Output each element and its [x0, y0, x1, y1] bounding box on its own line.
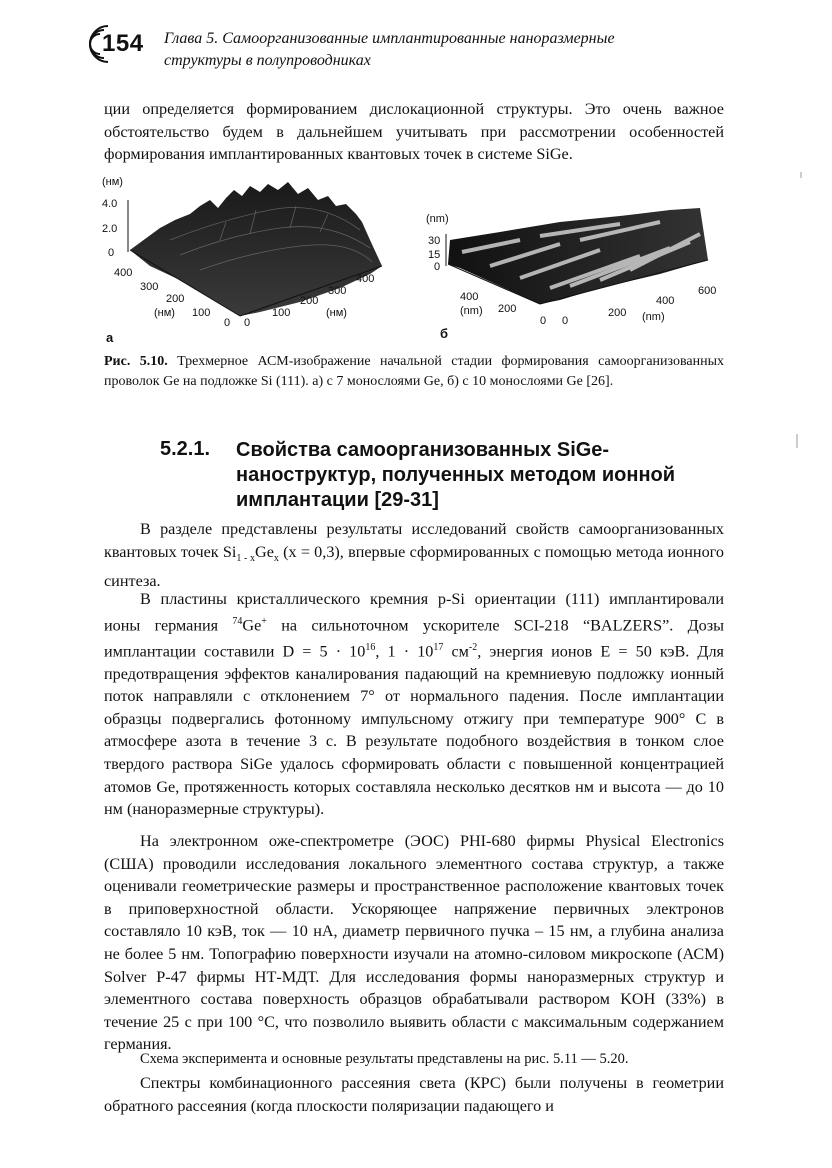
panel-a-right-tick: 0: [244, 317, 251, 329]
panel-b-right-unit: (nm): [642, 311, 665, 323]
panel-a-right-tick: 100: [272, 307, 291, 319]
panel-a-z-unit: (нм): [102, 176, 123, 188]
p2-text-a: В пластины кристаллического кремния p-Si ориентации (111) имплантировали ионы германия: [104, 590, 724, 634]
panel-a-z-tick: 2.0: [102, 223, 118, 235]
paragraph-2: [104, 588, 724, 821]
chapter-title-line2: структуры в полупроводниках: [164, 52, 371, 69]
paragraph-1: [104, 518, 724, 593]
panel-b-left-unit: (nm): [460, 305, 483, 317]
panel-a-left-tick: 200: [166, 293, 185, 305]
p3-text: На электронном оже-спектрометре (ЭОС) PHI-680 фирмы Physical Electronics (США) проводили исследования локального элементного состава структур, а также оценивали геометрические размеры и пространственное расположение квантовых точек в приповерхностной области. Ускоряющее напряжение первичных электронов составляло 10 кэВ, ток — 10 нА, диаметр первичного пучка – 15 нм, а глубина анализа не более 5 нм. Топографию поверхности изучали на атомно-силовом микроскопе (АСМ) Solver P-47 фирмы НТ-МДТ. Для исследования формы наноразмерных структур и элементного состава поверхность образцов обрабатывали раствором KOH (33%) в течение 25 с при 100 °С, что позволило выявить области с максимальным содержанием германия.: [104, 832, 724, 1054]
scan-mark: [796, 434, 798, 448]
panel-b-right-tick: 600: [698, 285, 717, 297]
section-number: 5.2.1.: [160, 438, 211, 460]
panel-a-left-tick: 0: [224, 317, 231, 329]
panel-a-right-tick: 300: [328, 285, 347, 297]
panel-b-left-tick: 200: [498, 303, 517, 315]
panel-a-left-tick: 100: [192, 307, 211, 319]
afm-figure: [100, 170, 730, 350]
p2-sup-2: +: [261, 615, 267, 627]
panel-a-letter: а: [106, 330, 114, 345]
scan-mark: [800, 172, 802, 178]
p1-sub-1: 1 - x: [236, 552, 256, 564]
panel-a-left-tick: 300: [140, 281, 159, 293]
p5-text: Спектры комбинационного рассеяния света (КРС) были получены в геометрии обратного рассеяния (когда плоскости поляризации падающего и: [104, 1074, 724, 1115]
panel-b-left-tick: 0: [540, 315, 547, 327]
panel-b-letter: б: [440, 326, 449, 341]
section-title: Свойства самоорганизованных SiGe-наноструктур, полученных методом ионной имплантации [29-31]: [236, 439, 676, 511]
panel-a-z-tick: 0: [108, 247, 115, 259]
running-header: [164, 28, 764, 72]
p2-text-f: , энергия ионов E = 50 кэВ. Для предотвращения эффектов каналирования падающий на кремниевую подложку ионный поток направляли с отклонением 7° от нормального падения. После имплантации образцы подвергались фотонному импульсному отжигу при температуре 900° С в атмосфере азота в течение 3 с. В результате подобного воздействия в тонком слое твердого раствора SiGe удалось сформировать области с повышенной концентрацией атомов Ge, протяженность которых составляла несколько десятков нм и высота — до 10 нм (наноразмерные структуры).: [104, 641, 724, 819]
p4-text: Схема эксперимента и основные результаты представлены на рис. 5.11 — 5.20.: [140, 1051, 629, 1067]
figure-caption: [104, 352, 724, 391]
p1-text-a: В разделе представлены результаты исследований свойств самоорганизованных квантовых точек Si: [104, 520, 724, 561]
p2-text-e: см: [443, 641, 469, 660]
p2-sup-3: 16: [365, 641, 376, 653]
panel-b-z-tick: 0: [434, 261, 441, 273]
panel-a-z-tick: 4.0: [102, 198, 118, 210]
panel-b-z-tick: 15: [428, 249, 441, 261]
panel-a-right-unit: (нм): [326, 307, 347, 319]
panel-a-right-tick: 400: [356, 273, 375, 285]
p2-text-b: Ge: [242, 615, 262, 634]
p2-sup-5: -2: [468, 641, 478, 653]
paragraph-5: [104, 1072, 724, 1117]
figure-label: Рис. 5.10.: [104, 354, 168, 369]
panel-b-right-tick: 200: [608, 307, 627, 319]
p2-sup-1: 74: [232, 615, 243, 627]
panel-b-surface: [448, 208, 708, 304]
panel-b-z-unit: (nm): [426, 213, 449, 225]
panel-b-right-tick: 400: [656, 295, 675, 307]
page-number: 154: [102, 30, 144, 57]
panel-a-left-tick: 400: [114, 267, 133, 279]
paragraph-4: [104, 1048, 724, 1071]
p2-sup-4: 17: [433, 641, 444, 653]
panel-a-left-unit: (нм): [154, 307, 175, 319]
chapter-title-line1: Глава 5. Самоорганизованные имплантированные наноразмерные: [164, 30, 615, 47]
figure-caption-text: Трехмерное АСМ-изображение начальной стадии формирования самоорганизованных проволок Ge на подложке Si (111). а) с 7 монослоями Ge, б) с 10 монослоями Ge [26].: [104, 354, 724, 389]
panel-b-right-tick: 0: [562, 315, 569, 327]
p1-text-c: (x = 0,3), впервые сформированных с помощью метода ионного синтеза.: [104, 542, 724, 591]
panel-a-right-tick: 200: [300, 295, 319, 307]
paragraph-3: [104, 830, 724, 1056]
p1-sub-2: x: [273, 552, 279, 564]
p2-text-c: на сильноточном ускорителе SCI-218 “BALZERS”. Дозы имплантации составили D = 5 · 10: [104, 615, 724, 660]
panel-b-left-tick: 400: [460, 291, 479, 303]
intro-paragraph: ции определяется формированием дислокационной структуры. Это очень важное обстоятельство будем в дальнейшем учитывать при рассмотрении особенностей формирования имплантированных квантовых точек в системе SiGe.: [104, 100, 724, 164]
p2-text-d: , 1 · 10: [375, 641, 434, 660]
p1-text-b: Ge: [255, 542, 274, 561]
panel-b-z-tick: 30: [428, 235, 441, 247]
